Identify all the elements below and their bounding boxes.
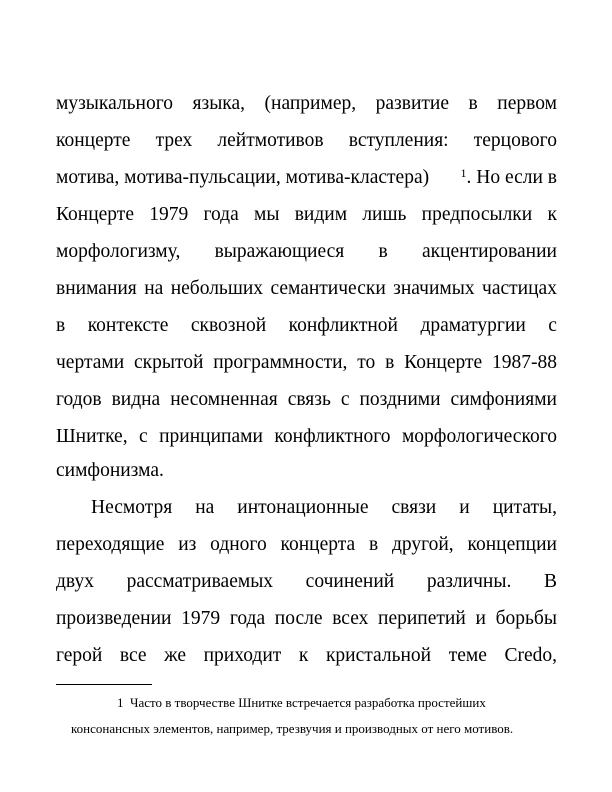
word: лишь bbox=[362, 204, 407, 225]
word: морфологизму, bbox=[56, 241, 181, 262]
word: 1979 bbox=[181, 608, 221, 629]
word: связь bbox=[287, 389, 331, 410]
text-segment: симфонизма. bbox=[56, 460, 164, 481]
word: кристальной bbox=[325, 645, 432, 666]
text-segment bbox=[460, 166, 557, 191]
text-segment bbox=[56, 166, 429, 191]
word: сочинений bbox=[305, 571, 395, 592]
word: на bbox=[144, 278, 164, 299]
word: с bbox=[548, 315, 557, 336]
word: 1987-88 bbox=[491, 352, 557, 373]
footnote-line bbox=[117, 694, 486, 711]
word: и bbox=[459, 497, 470, 518]
word: к bbox=[547, 204, 557, 225]
text-line bbox=[56, 166, 557, 191]
word: в bbox=[378, 241, 388, 262]
word: чертами bbox=[56, 352, 125, 373]
word: сквозной bbox=[190, 315, 267, 336]
word: с bbox=[139, 426, 148, 447]
text-line bbox=[56, 425, 557, 449]
text-line bbox=[56, 277, 557, 301]
word: конфликтного bbox=[274, 426, 391, 447]
word: двух bbox=[56, 571, 94, 592]
word: языка, bbox=[192, 93, 245, 114]
word: развитие bbox=[375, 93, 450, 114]
text-line bbox=[56, 570, 557, 594]
word: концепции bbox=[467, 534, 557, 555]
word: в bbox=[56, 315, 66, 336]
word: концерте bbox=[56, 130, 131, 151]
footnote-reference: 1 bbox=[460, 166, 467, 180]
word: связи bbox=[391, 497, 437, 518]
text-line bbox=[56, 459, 164, 483]
word: на bbox=[195, 497, 215, 518]
word: выражающиеся bbox=[214, 241, 345, 262]
word: конфликтной bbox=[288, 315, 398, 336]
word: концерта bbox=[280, 534, 356, 555]
text-line bbox=[56, 644, 557, 668]
word: года bbox=[229, 608, 266, 629]
word: мотива, bbox=[56, 167, 120, 188]
word: Credo, bbox=[504, 645, 557, 666]
text-segment: . Но если в bbox=[466, 167, 557, 188]
word: видна bbox=[111, 389, 161, 410]
word: приходит bbox=[203, 645, 282, 666]
word: Концерте bbox=[404, 352, 483, 373]
word: поздними bbox=[359, 389, 441, 410]
word: драматургии bbox=[420, 315, 526, 336]
word: морфологического bbox=[401, 426, 557, 447]
word: в bbox=[468, 93, 478, 114]
footnote-text: консонансных элементов, например, трезвучия и производных от него мотивов. bbox=[71, 721, 514, 736]
word: вступления: bbox=[348, 130, 449, 151]
text-line bbox=[56, 203, 557, 227]
word: года bbox=[203, 204, 239, 225]
word: значимых bbox=[393, 278, 475, 299]
word: и bbox=[475, 608, 486, 629]
word: небольших bbox=[170, 278, 264, 299]
word: принципами bbox=[159, 426, 263, 447]
word: интонационные bbox=[237, 497, 369, 518]
word: первом bbox=[497, 93, 557, 114]
word: программности, bbox=[213, 352, 348, 373]
word: несомненная bbox=[170, 389, 278, 410]
word: Концерте bbox=[56, 204, 134, 225]
word: герой bbox=[56, 645, 103, 666]
word: мотива-кластера) bbox=[285, 167, 430, 188]
word: 1979 bbox=[149, 204, 189, 225]
word: симфониями bbox=[450, 389, 557, 410]
word: частицах bbox=[482, 278, 557, 299]
word: различны. bbox=[426, 571, 512, 592]
word: теме bbox=[448, 645, 487, 666]
word: Несмотря bbox=[91, 497, 173, 518]
word: мотива-пульсации, bbox=[124, 167, 281, 188]
footnote-number: 1 bbox=[117, 695, 124, 710]
word: рассматриваемых bbox=[126, 571, 274, 592]
word: акцентировании bbox=[421, 241, 557, 262]
word: все bbox=[119, 645, 147, 666]
word: контексте bbox=[87, 315, 169, 336]
text-line bbox=[56, 240, 557, 264]
word: внимания bbox=[56, 278, 137, 299]
word: с bbox=[340, 389, 350, 410]
word: к bbox=[298, 645, 309, 666]
word: борьбы bbox=[495, 608, 557, 629]
word: одного bbox=[210, 534, 267, 555]
word: лейтмотивов bbox=[217, 130, 324, 151]
word: другой, bbox=[391, 534, 454, 555]
word: всех bbox=[332, 608, 369, 629]
text-line bbox=[56, 388, 557, 412]
word: мы bbox=[254, 204, 280, 225]
text-line bbox=[91, 496, 557, 520]
word: переходящие bbox=[56, 534, 165, 555]
word: в bbox=[385, 352, 395, 373]
text-line bbox=[56, 607, 557, 631]
word: семантически bbox=[270, 278, 386, 299]
word: произведении bbox=[56, 608, 172, 629]
word: в bbox=[368, 534, 379, 555]
word: терцового bbox=[473, 130, 557, 151]
word: Шнитке, bbox=[56, 426, 128, 447]
word: перипетий bbox=[378, 608, 466, 629]
text-line bbox=[56, 351, 557, 375]
footnote-text: Часто в творчестве Шнитке встречается разработка простейших bbox=[130, 695, 486, 710]
word: предпосылки bbox=[421, 204, 533, 225]
word: же bbox=[164, 645, 187, 666]
text-line bbox=[56, 129, 557, 153]
footnote-line bbox=[71, 720, 513, 737]
text-line bbox=[56, 314, 557, 338]
word: цитаты, bbox=[492, 497, 557, 518]
word: после bbox=[274, 608, 323, 629]
word: трех bbox=[155, 130, 193, 151]
word: (например, bbox=[264, 93, 357, 114]
word: скрытой bbox=[133, 352, 204, 373]
word: годов bbox=[56, 389, 102, 410]
word: из bbox=[178, 534, 197, 555]
word: видим bbox=[294, 204, 348, 225]
word: музыкального bbox=[56, 93, 173, 114]
text-line bbox=[56, 92, 557, 116]
footnote-separator bbox=[56, 684, 152, 685]
text-line bbox=[56, 533, 557, 557]
word: то bbox=[357, 352, 376, 373]
word: В bbox=[543, 571, 557, 592]
